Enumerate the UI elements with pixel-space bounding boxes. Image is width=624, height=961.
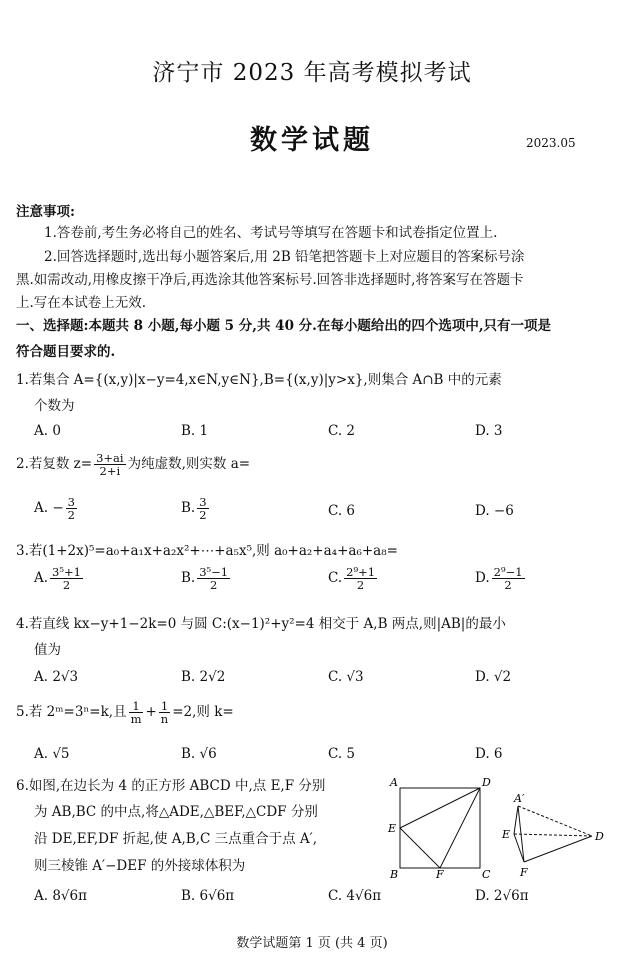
label-f: F	[436, 868, 444, 880]
q1-option-b: B. 1	[181, 423, 209, 439]
q4-option-c: C. √3	[328, 669, 364, 685]
label-d2: D	[595, 830, 604, 843]
q6-stem-line2: 为 AB,BC 的中点,将△ADE,△BEF,△CDF 分别	[34, 804, 318, 820]
notice-item-2-line1: 2.回答选择题时,选出每小题答案后,用 2B 铅笔把答题卡上对应题目的答案标号涂	[44, 249, 525, 265]
notice-heading: 注意事项:	[16, 204, 75, 220]
subject-title: 数学试题	[250, 125, 374, 156]
edge-a1-e	[514, 806, 518, 834]
edge-a1-d	[518, 806, 592, 836]
label-e: E	[388, 822, 397, 835]
q6-stem-line4: 则三棱锥 A′−DEF 的外接球体积为	[34, 858, 246, 874]
q2-stem: 2.若复数 z= $\frac{3+ai}{2+i}$ 为纯虚数,则实数 a=	[16, 451, 251, 479]
segment-fd	[440, 788, 480, 868]
q1-stem-line1: 1.若集合 A={(x,y)|x−y=4,x∈N,y∈N},B={(x,y)|y>x},则集合 A∩B 中的元素	[16, 372, 502, 388]
q3-option-d: D. $\frac{\text{2⁹−1}}{2}$	[475, 565, 523, 593]
q4-option-d: D. √2	[475, 669, 512, 685]
square-abcd	[400, 788, 480, 868]
q3-stem: 3.若(1+2x)⁵=a₀+a₁x+a₂x²+⋯+a₅x⁵,则 a₀+a₂+a₄+a₆+a₈=	[16, 543, 398, 559]
q2-option-d: D. −6	[475, 503, 514, 519]
q2-option-c: C. 6	[328, 503, 356, 519]
q6-option-c: C. 4√6π	[328, 888, 382, 904]
label-d: D	[482, 776, 491, 789]
q5-option-c: C. 5	[328, 746, 356, 762]
edge-f-d	[524, 836, 592, 862]
q4-stem-line2: 值为	[34, 642, 61, 658]
q1-option-c: C. 2	[328, 423, 356, 439]
q4-stem-line1: 4.若直线 kx−y+1−2k=0 与圆 C:(x−1)²+y²=4 相交于 A,B 两点,则|AB|的最小	[16, 616, 506, 632]
label-f2: F	[520, 866, 528, 879]
exam-title: 济宁市 2023 年高考模拟考试	[152, 60, 472, 86]
q5-option-a: A. √5	[34, 746, 70, 762]
q4-option-b: B. 2√2	[181, 669, 226, 685]
q6-stem-line1: 6.如图,在边长为 4 的正方形 ABCD 中,点 E,F 分别	[16, 778, 326, 794]
segment-ef	[400, 828, 440, 868]
q5-option-b: B. √6	[181, 746, 217, 762]
label-c: C	[482, 868, 491, 880]
q3-option-b: B. $\frac{\text{3⁵−1}}{2}$	[181, 565, 229, 593]
q6-stem-line3: 沿 DE,EF,DF 折起,使 A,B,C 三点重合于点 A′,	[34, 831, 318, 847]
q5-stem: 5.若 2ᵐ=3ⁿ=k,且 $\frac{1}{m}$ + $\frac{1}{n}$ =2,则 k=	[16, 699, 234, 727]
label-e2: E	[502, 828, 511, 841]
q3-option-c: C. $\frac{\text{2⁹+1}}{2}$	[328, 565, 376, 593]
label-a-prime: A′	[514, 792, 525, 805]
q3-option-a: A. $\frac{\text{3⁵+1}}{2}$	[34, 565, 81, 593]
notice-item-1: 1.答卷前,考生务必将自己的姓名、考试号等填写在答题卡和试卷指定位置上.	[44, 225, 498, 241]
q2-option-a: A. − $\frac{3}{2}$	[34, 495, 75, 523]
q1-stem-line2: 个数为	[34, 398, 75, 414]
pyramid-figure	[500, 790, 612, 882]
notice-item-2-line3: 上.写在本试卷上无效.	[16, 295, 147, 311]
notice-item-2-line2: 黑.如需改动,用橡皮擦干净后,再选涂其他答案标号.回答非选择题时,将答案写在答题卡	[16, 272, 524, 288]
section-heading-line2: 符合题目要求的.	[16, 344, 116, 360]
q1-option-d: D. 3	[475, 423, 503, 439]
label-a: A	[390, 776, 398, 789]
q6-option-d: D. 2√6π	[475, 888, 529, 904]
q6-option-a: A. 8√6π	[34, 888, 87, 904]
page-footer: 数学试题第 1 页 (共 4 页)	[236, 936, 388, 951]
q2-option-b: B. $\frac{3}{2}$	[181, 495, 207, 523]
segment-de	[400, 788, 480, 828]
edge-e-d	[514, 834, 592, 836]
q1-option-a: A. 0	[34, 423, 61, 439]
square-figure	[386, 774, 494, 880]
label-b: B	[390, 868, 399, 880]
q4-option-a: A. 2√3	[34, 669, 79, 685]
q6-option-b: B. 6√6π	[181, 888, 235, 904]
q2-fraction: $\frac{3+ai}{2+i}$	[96, 451, 124, 479]
section-heading-line1: 一、选择题:本题共 8 小题,每小题 5 分,共 40 分.在每小题给出的四个选项中,只有一项是	[16, 318, 552, 334]
exam-date: 2023.05	[526, 136, 576, 150]
q5-option-d: D. 6	[475, 746, 503, 762]
